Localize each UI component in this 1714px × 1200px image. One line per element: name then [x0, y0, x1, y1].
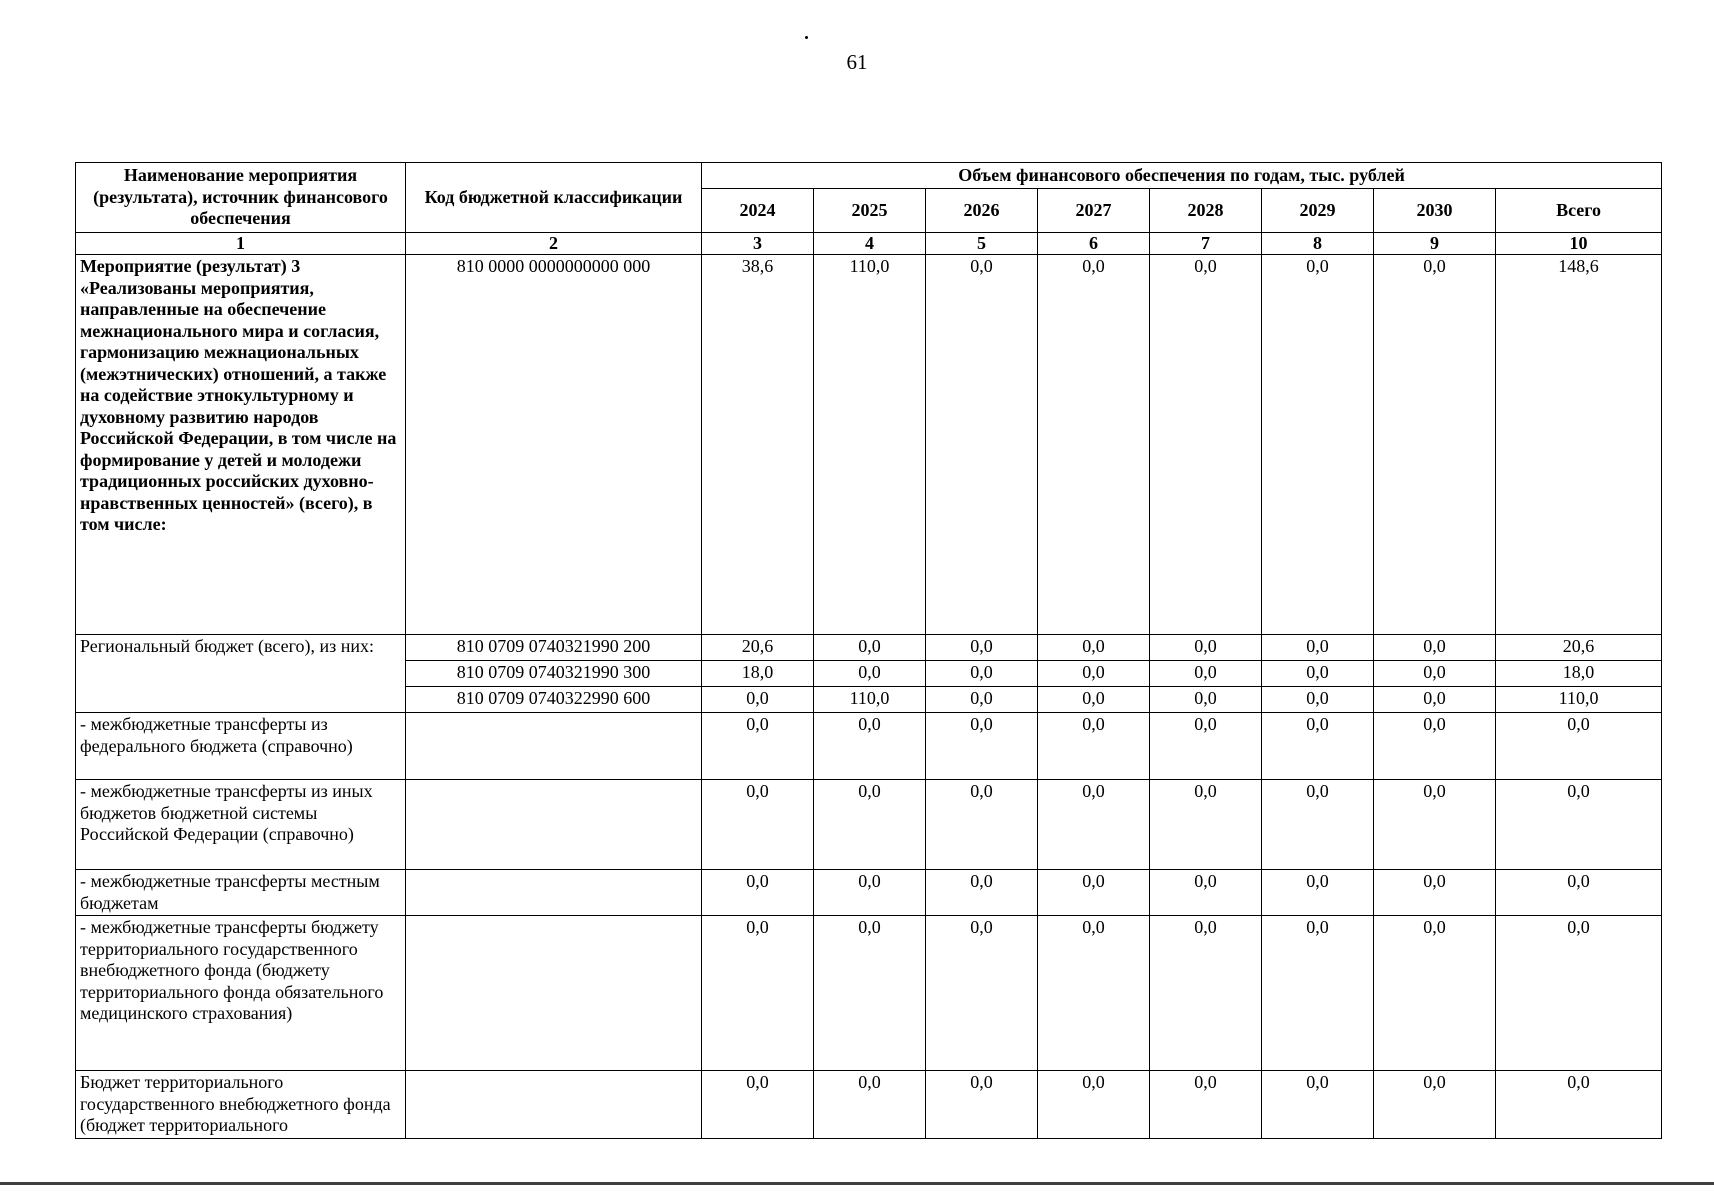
value-cell: 0,0 — [1038, 661, 1150, 687]
value-cell: 0,0 — [1374, 687, 1496, 713]
budget-code — [406, 780, 702, 870]
financing-table — [75, 162, 1662, 1139]
value-cell: 0,0 — [1262, 255, 1374, 635]
value-cell: 0,0 — [1496, 1071, 1662, 1139]
value-cell: 0,0 — [814, 635, 926, 661]
page-number: 61 — [846, 50, 868, 74]
value-cell: 0,0 — [1374, 661, 1496, 687]
header-year: 2028 — [1150, 189, 1262, 233]
column-number: 7 — [1150, 233, 1262, 255]
budget-code — [406, 870, 702, 916]
budget-code — [406, 916, 702, 1071]
table-row — [76, 713, 1662, 780]
value-cell: 0,0 — [1374, 1071, 1496, 1139]
table-row — [76, 1071, 1662, 1139]
column-number: 3 — [702, 233, 814, 255]
value-cell: 0,0 — [814, 780, 926, 870]
value-cell: 0,0 — [926, 916, 1038, 1071]
column-number: 5 — [926, 233, 1038, 255]
header-year: 2026 — [926, 189, 1038, 233]
value-cell: 18,0 — [702, 661, 814, 687]
value-cell: 0,0 — [926, 1071, 1038, 1139]
value-cell: 0,0 — [814, 713, 926, 780]
value-cell: 0,0 — [1150, 1071, 1262, 1139]
header-code: Код бюджетной классификации — [406, 163, 702, 233]
table-row — [76, 635, 1662, 661]
value-cell: 20,6 — [702, 635, 814, 661]
row-name: Мероприятие (результат) 3 «Реализованы мероприятия, направленные на обеспечение межнационального мира и согласия, гармонизацию межнациональных (межэтнических) отношений, а также на содействие этнокультурному и духовному развитию народов Российской Федерации, в том числе на формирование у детей и молодежи традиционных российских духовно-нравственных ценностей» (всего), в том числе: — [76, 255, 406, 635]
value-cell: 0,0 — [926, 713, 1038, 780]
value-cell: 0,0 — [1150, 255, 1262, 635]
value-cell: 0,0 — [702, 916, 814, 1071]
value-cell: 0,0 — [1374, 713, 1496, 780]
value-cell: 0,0 — [926, 661, 1038, 687]
value-cell: 0,0 — [1262, 661, 1374, 687]
value-cell: 0,0 — [1496, 780, 1662, 870]
value-cell: 0,0 — [814, 916, 926, 1071]
value-cell: 0,0 — [814, 870, 926, 916]
value-cell: 0,0 — [926, 687, 1038, 713]
header-year: 2025 — [814, 189, 926, 233]
column-number: 10 — [1496, 233, 1662, 255]
table-row — [76, 916, 1662, 1071]
value-cell: 0,0 — [1038, 255, 1150, 635]
column-number: 6 — [1038, 233, 1150, 255]
value-cell: 0,0 — [814, 661, 926, 687]
value-cell: 0,0 — [1496, 916, 1662, 1071]
value-cell: 20,6 — [1496, 635, 1662, 661]
header-funding-group: Объем финансового обеспечения по годам, тыс. рублей — [702, 163, 1662, 189]
value-cell: 18,0 — [1496, 661, 1662, 687]
value-cell: 38,6 — [702, 255, 814, 635]
row-name: - межбюджетные трансферты местным бюджетам — [76, 870, 406, 916]
row-name: Региональный бюджет (всего), из них: — [76, 635, 406, 713]
table-row — [76, 780, 1662, 870]
value-cell: 0,0 — [1038, 687, 1150, 713]
value-cell: 0,0 — [926, 255, 1038, 635]
budget-code: 810 0709 0740321990 300 — [406, 661, 702, 687]
value-cell: 0,0 — [1038, 713, 1150, 780]
value-cell: 0,0 — [1496, 713, 1662, 780]
budget-code — [406, 713, 702, 780]
value-cell: 110,0 — [814, 687, 926, 713]
scan-bottom-edge — [0, 1182, 1714, 1185]
value-cell: 0,0 — [702, 687, 814, 713]
value-cell: 0,0 — [1150, 870, 1262, 916]
value-cell: 0,0 — [1038, 916, 1150, 1071]
column-number: 8 — [1262, 233, 1374, 255]
column-number: 2 — [406, 233, 702, 255]
value-cell: 0,0 — [926, 635, 1038, 661]
row-name: Бюджет территориального государственного внебюджетного фонда (бюджет территориального — [76, 1071, 406, 1139]
value-cell: 0,0 — [926, 870, 1038, 916]
value-cell: 0,0 — [1150, 780, 1262, 870]
value-cell: 0,0 — [702, 713, 814, 780]
value-cell: 0,0 — [1038, 870, 1150, 916]
value-cell: 148,6 — [1496, 255, 1662, 635]
table-row — [76, 255, 1662, 635]
value-cell: 0,0 — [1374, 870, 1496, 916]
value-cell: 0,0 — [1038, 1071, 1150, 1139]
value-cell: 0,0 — [1262, 1071, 1374, 1139]
value-cell: 0,0 — [702, 780, 814, 870]
value-cell: 0,0 — [1150, 687, 1262, 713]
value-cell: 0,0 — [1374, 780, 1496, 870]
value-cell: 0,0 — [1262, 713, 1374, 780]
value-cell: 0,0 — [1496, 870, 1662, 916]
budget-code: 810 0709 0740321990 200 — [406, 635, 702, 661]
value-cell: 110,0 — [814, 255, 926, 635]
column-numbers-row — [76, 233, 1662, 255]
value-cell: 0,0 — [1262, 916, 1374, 1071]
value-cell: 0,0 — [1262, 635, 1374, 661]
row-name: - межбюджетные трансферты из федерального бюджета (справочно) — [76, 713, 406, 780]
header-year: 2030 — [1374, 189, 1496, 233]
value-cell: 110,0 — [1496, 687, 1662, 713]
value-cell: 0,0 — [1374, 916, 1496, 1071]
budget-code — [406, 1071, 702, 1139]
column-number: 9 — [1374, 233, 1496, 255]
header-name: Наименование мероприятия (результата), источник финансового обеспечения — [76, 163, 406, 233]
column-number: 4 — [814, 233, 926, 255]
scan-speck — [805, 36, 808, 39]
header-year: 2029 — [1262, 189, 1374, 233]
header-total: Всего — [1496, 189, 1662, 233]
budget-code: 810 0709 0740322990 600 — [406, 687, 702, 713]
value-cell: 0,0 — [814, 1071, 926, 1139]
value-cell: 0,0 — [1262, 870, 1374, 916]
row-name: - межбюджетные трансферты бюджету территориального государственного внебюджетного фонда (бюджету территориального фонда обязательного медицинского страхования) — [76, 916, 406, 1071]
header-year: 2024 — [702, 189, 814, 233]
value-cell: 0,0 — [1262, 780, 1374, 870]
table-row — [76, 870, 1662, 916]
row-name: - межбюджетные трансферты из иных бюджетов бюджетной системы Российской Федерации (справочно) — [76, 780, 406, 870]
value-cell: 0,0 — [1038, 780, 1150, 870]
value-cell: 0,0 — [926, 780, 1038, 870]
value-cell: 0,0 — [702, 870, 814, 916]
value-cell: 0,0 — [1374, 255, 1496, 635]
column-number: 1 — [76, 233, 406, 255]
value-cell: 0,0 — [1150, 916, 1262, 1071]
value-cell: 0,0 — [1150, 713, 1262, 780]
value-cell: 0,0 — [1262, 687, 1374, 713]
value-cell: 0,0 — [1038, 635, 1150, 661]
value-cell: 0,0 — [702, 1071, 814, 1139]
header-year: 2027 — [1038, 189, 1150, 233]
budget-code: 810 0000 0000000000 000 — [406, 255, 702, 635]
value-cell: 0,0 — [1150, 635, 1262, 661]
value-cell: 0,0 — [1374, 635, 1496, 661]
value-cell: 0,0 — [1150, 661, 1262, 687]
